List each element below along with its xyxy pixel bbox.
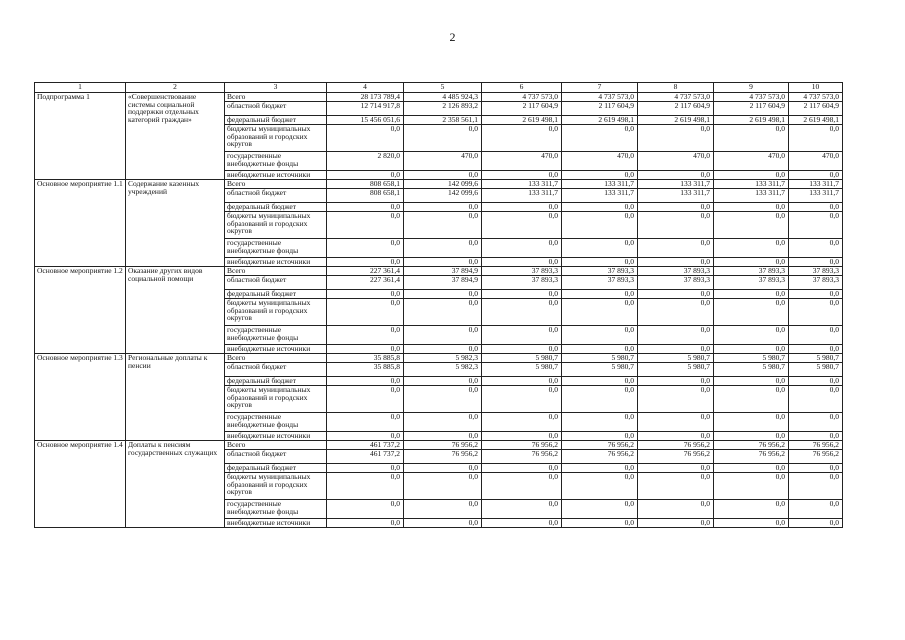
value-cell: 0,0 — [714, 413, 789, 432]
program-name-cell: Доплаты к пенсиям государственных служащих — [126, 441, 225, 528]
value-cell: 0,0 — [482, 464, 562, 473]
value-cell: 0,0 — [789, 413, 843, 432]
value-cell: 5 980,7 — [638, 354, 714, 363]
value-cell: 0,0 — [327, 125, 404, 152]
value-cell: 133 311,7 — [789, 180, 843, 189]
funding-source-cell: областной бюджет — [225, 276, 327, 290]
table-body — [35, 93, 843, 528]
table-row — [35, 354, 843, 363]
funding-source-cell: бюджеты муниципальных образований и городских округов — [225, 473, 327, 500]
value-cell: 0,0 — [714, 500, 789, 519]
value-cell: 5 980,7 — [482, 354, 562, 363]
value-cell: 0,0 — [482, 326, 562, 345]
value-cell: 4 737 573,0 — [638, 93, 714, 102]
value-cell: 133 311,7 — [482, 189, 562, 203]
value-cell: 2 619 498,1 — [638, 116, 714, 125]
funding-source-cell: федеральный бюджет — [225, 464, 327, 473]
value-cell: 0,0 — [714, 203, 789, 212]
value-cell: 0,0 — [562, 432, 638, 441]
value-cell: 37 893,3 — [714, 267, 789, 276]
value-cell: 5 980,7 — [789, 354, 843, 363]
column-header: 6 — [482, 83, 562, 93]
value-cell: 35 885,8 — [327, 363, 404, 377]
value-cell: 0,0 — [789, 377, 843, 386]
budget-table — [34, 82, 843, 528]
funding-source-cell: бюджеты муниципальных образований и городских округов — [225, 125, 327, 152]
value-cell: 133 311,7 — [638, 189, 714, 203]
value-cell: 470,0 — [404, 152, 482, 171]
value-cell: 0,0 — [404, 290, 482, 299]
value-cell: 5 980,7 — [562, 363, 638, 377]
value-cell: 0,0 — [327, 345, 404, 354]
value-cell: 0,0 — [714, 258, 789, 267]
value-cell: 76 956,2 — [638, 450, 714, 464]
value-cell: 2 820,0 — [327, 152, 404, 171]
value-cell: 2 117 604,9 — [482, 102, 562, 116]
value-cell: 0,0 — [562, 203, 638, 212]
value-cell: 4 737 573,0 — [562, 93, 638, 102]
funding-source-cell: Всего — [225, 354, 327, 363]
value-cell: 0,0 — [638, 377, 714, 386]
value-cell: 0,0 — [404, 500, 482, 519]
value-cell: 76 956,2 — [482, 441, 562, 450]
value-cell: 76 956,2 — [562, 441, 638, 450]
funding-source-cell: государственные внебюджетные фонды — [225, 326, 327, 345]
value-cell: 0,0 — [327, 386, 404, 413]
value-cell: 12 714 917,8 — [327, 102, 404, 116]
value-cell: 0,0 — [562, 326, 638, 345]
value-cell: 0,0 — [327, 290, 404, 299]
program-level-cell: Основное мероприятие 1.1 — [35, 180, 126, 267]
value-cell: 37 893,3 — [789, 267, 843, 276]
value-cell: 37 893,3 — [714, 276, 789, 290]
value-cell: 0,0 — [482, 125, 562, 152]
value-cell: 0,0 — [789, 432, 843, 441]
funding-source-cell: федеральный бюджет — [225, 290, 327, 299]
funding-source-cell: государственные внебюджетные фонды — [225, 239, 327, 258]
value-cell: 461 737,2 — [327, 441, 404, 450]
value-cell: 0,0 — [638, 473, 714, 500]
value-cell: 0,0 — [714, 326, 789, 345]
funding-source-cell: Всего — [225, 93, 327, 102]
value-cell: 0,0 — [638, 386, 714, 413]
value-cell: 0,0 — [404, 519, 482, 528]
value-cell: 0,0 — [638, 171, 714, 180]
value-cell: 0,0 — [327, 473, 404, 500]
value-cell: 0,0 — [638, 519, 714, 528]
value-cell: 37 893,3 — [562, 267, 638, 276]
table-row — [35, 180, 843, 189]
value-cell: 0,0 — [562, 125, 638, 152]
value-cell: 0,0 — [327, 239, 404, 258]
value-cell: 0,0 — [789, 345, 843, 354]
column-header: 3 — [225, 83, 327, 93]
value-cell: 0,0 — [404, 432, 482, 441]
value-cell: 35 885,8 — [327, 354, 404, 363]
funding-source-cell: бюджеты муниципальных образований и городских округов — [225, 299, 327, 326]
funding-source-cell: государственные внебюджетные фонды — [225, 152, 327, 171]
value-cell: 0,0 — [562, 239, 638, 258]
value-cell: 0,0 — [714, 299, 789, 326]
value-cell: 0,0 — [482, 473, 562, 500]
value-cell: 0,0 — [638, 345, 714, 354]
value-cell: 0,0 — [638, 500, 714, 519]
value-cell: 470,0 — [638, 152, 714, 171]
value-cell: 0,0 — [714, 377, 789, 386]
value-cell: 470,0 — [714, 152, 789, 171]
value-cell: 0,0 — [789, 473, 843, 500]
value-cell: 76 956,2 — [789, 450, 843, 464]
value-cell: 0,0 — [789, 171, 843, 180]
value-cell: 0,0 — [638, 464, 714, 473]
value-cell: 0,0 — [789, 519, 843, 528]
value-cell: 0,0 — [714, 345, 789, 354]
value-cell: 0,0 — [482, 239, 562, 258]
funding-source-cell: областной бюджет — [225, 450, 327, 464]
value-cell: 0,0 — [482, 432, 562, 441]
page-number: 2 — [449, 30, 456, 44]
funding-source-cell: Всего — [225, 441, 327, 450]
value-cell: 0,0 — [562, 258, 638, 267]
value-cell: 5 980,7 — [638, 363, 714, 377]
funding-source-cell: областной бюджет — [225, 102, 327, 116]
funding-source-cell: внебюджетные источники — [225, 432, 327, 441]
value-cell: 133 311,7 — [482, 180, 562, 189]
value-cell: 0,0 — [327, 299, 404, 326]
value-cell: 0,0 — [482, 377, 562, 386]
value-cell: 142 099,6 — [404, 189, 482, 203]
value-cell: 0,0 — [482, 519, 562, 528]
value-cell: 227 361,4 — [327, 267, 404, 276]
value-cell: 0,0 — [789, 326, 843, 345]
value-cell: 0,0 — [562, 212, 638, 239]
value-cell: 0,0 — [327, 203, 404, 212]
value-cell: 0,0 — [327, 500, 404, 519]
value-cell: 0,0 — [327, 326, 404, 345]
value-cell: 0,0 — [714, 386, 789, 413]
value-cell: 0,0 — [562, 464, 638, 473]
funding-source-cell: внебюджетные источники — [225, 171, 327, 180]
value-cell: 5 982,3 — [404, 354, 482, 363]
value-cell: 2 619 498,1 — [789, 116, 843, 125]
value-cell: 0,0 — [638, 239, 714, 258]
value-cell: 0,0 — [714, 519, 789, 528]
column-header: 5 — [404, 83, 482, 93]
value-cell: 0,0 — [404, 239, 482, 258]
program-name-cell: Оказание других видов социальной помощи — [126, 267, 225, 354]
value-cell: 2 117 604,9 — [562, 102, 638, 116]
value-cell: 76 956,2 — [404, 450, 482, 464]
value-cell: 0,0 — [482, 212, 562, 239]
value-cell: 76 956,2 — [714, 441, 789, 450]
funding-source-cell: областной бюджет — [225, 189, 327, 203]
value-cell: 0,0 — [404, 377, 482, 386]
value-cell: 37 893,3 — [638, 276, 714, 290]
value-cell: 0,0 — [789, 239, 843, 258]
value-cell: 0,0 — [404, 212, 482, 239]
value-cell: 133 311,7 — [562, 180, 638, 189]
funding-source-cell: государственные внебюджетные фонды — [225, 500, 327, 519]
value-cell: 0,0 — [714, 432, 789, 441]
value-cell: 37 894,9 — [404, 267, 482, 276]
value-cell: 0,0 — [638, 432, 714, 441]
value-cell: 76 956,2 — [638, 441, 714, 450]
value-cell: 0,0 — [638, 326, 714, 345]
column-header: 2 — [126, 83, 225, 93]
value-cell: 76 956,2 — [482, 450, 562, 464]
funding-source-cell: внебюджетные источники — [225, 519, 327, 528]
value-cell: 0,0 — [789, 125, 843, 152]
funding-source-cell: областной бюджет — [225, 363, 327, 377]
value-cell: 133 311,7 — [789, 189, 843, 203]
program-level-cell: Основное мероприятие 1.4 — [35, 441, 126, 528]
value-cell: 0,0 — [404, 464, 482, 473]
value-cell: 5 980,7 — [789, 363, 843, 377]
column-header: 4 — [327, 83, 404, 93]
column-header: 8 — [638, 83, 714, 93]
program-level-cell: Основное мероприятие 1.3 — [35, 354, 126, 441]
program-level-cell: Основное мероприятие 1.2 — [35, 267, 126, 354]
value-cell: 0,0 — [404, 413, 482, 432]
value-cell: 0,0 — [404, 258, 482, 267]
value-cell: 0,0 — [562, 345, 638, 354]
value-cell: 2 619 498,1 — [482, 116, 562, 125]
value-cell: 0,0 — [714, 125, 789, 152]
table-row — [35, 267, 843, 276]
value-cell: 0,0 — [714, 473, 789, 500]
value-cell: 0,0 — [404, 326, 482, 345]
value-cell: 5 980,7 — [714, 354, 789, 363]
value-cell: 2 619 498,1 — [714, 116, 789, 125]
table-row — [35, 441, 843, 450]
value-cell: 0,0 — [562, 519, 638, 528]
value-cell: 0,0 — [404, 171, 482, 180]
value-cell: 0,0 — [327, 519, 404, 528]
value-cell: 2 619 498,1 — [562, 116, 638, 125]
value-cell: 0,0 — [404, 125, 482, 152]
value-cell: 2 117 604,9 — [714, 102, 789, 116]
value-cell: 808 658,1 — [327, 189, 404, 203]
value-cell: 0,0 — [482, 500, 562, 519]
value-cell: 0,0 — [789, 290, 843, 299]
funding-source-cell: внебюджетные источники — [225, 345, 327, 354]
value-cell: 133 311,7 — [714, 180, 789, 189]
value-cell: 0,0 — [482, 171, 562, 180]
value-cell: 37 893,3 — [482, 276, 562, 290]
value-cell: 0,0 — [482, 258, 562, 267]
value-cell: 0,0 — [714, 464, 789, 473]
value-cell: 0,0 — [789, 258, 843, 267]
value-cell: 0,0 — [789, 212, 843, 239]
value-cell: 76 956,2 — [789, 441, 843, 450]
funding-source-cell: федеральный бюджет — [225, 377, 327, 386]
header-row — [35, 83, 843, 93]
value-cell: 28 173 789,4 — [327, 93, 404, 102]
value-cell: 133 311,7 — [562, 189, 638, 203]
value-cell: 0,0 — [638, 212, 714, 239]
value-cell: 2 126 893,2 — [404, 102, 482, 116]
program-name-cell: «Совершенствование системы социальной поддержки отдельных категорий граждан» — [126, 93, 225, 180]
value-cell: 0,0 — [638, 125, 714, 152]
value-cell: 0,0 — [714, 171, 789, 180]
value-cell: 2 117 604,9 — [789, 102, 843, 116]
value-cell: 5 980,7 — [562, 354, 638, 363]
value-cell: 2 358 561,1 — [404, 116, 482, 125]
value-cell: 227 361,4 — [327, 276, 404, 290]
value-cell: 0,0 — [562, 386, 638, 413]
value-cell: 5 980,7 — [482, 363, 562, 377]
value-cell: 133 311,7 — [714, 189, 789, 203]
value-cell: 0,0 — [482, 386, 562, 413]
value-cell: 0,0 — [482, 413, 562, 432]
program-name-cell: Содержание казенных учреждений — [126, 180, 225, 267]
value-cell: 4 737 573,0 — [714, 93, 789, 102]
value-cell: 0,0 — [714, 212, 789, 239]
value-cell: 0,0 — [789, 386, 843, 413]
value-cell: 0,0 — [404, 386, 482, 413]
value-cell: 0,0 — [562, 413, 638, 432]
value-cell: 0,0 — [789, 464, 843, 473]
value-cell: 0,0 — [404, 203, 482, 212]
value-cell: 0,0 — [562, 299, 638, 326]
value-cell: 0,0 — [404, 473, 482, 500]
program-level-cell: Подпрограмма 1 — [35, 93, 126, 180]
value-cell: 37 893,3 — [562, 276, 638, 290]
value-cell: 0,0 — [562, 377, 638, 386]
value-cell: 76 956,2 — [562, 450, 638, 464]
value-cell: 0,0 — [638, 258, 714, 267]
value-cell: 470,0 — [789, 152, 843, 171]
column-header: 1 — [35, 83, 126, 93]
funding-source-cell: государственные внебюджетные фонды — [225, 413, 327, 432]
value-cell: 0,0 — [789, 500, 843, 519]
value-cell: 37 894,9 — [404, 276, 482, 290]
value-cell: 0,0 — [404, 299, 482, 326]
value-cell: 4 737 573,0 — [482, 93, 562, 102]
value-cell: 5 980,7 — [714, 363, 789, 377]
value-cell: 0,0 — [482, 345, 562, 354]
value-cell: 0,0 — [404, 345, 482, 354]
value-cell: 15 456 051,6 — [327, 116, 404, 125]
column-header: 7 — [562, 83, 638, 93]
value-cell: 0,0 — [482, 299, 562, 326]
value-cell: 470,0 — [482, 152, 562, 171]
value-cell: 4 485 924,3 — [404, 93, 482, 102]
value-cell: 0,0 — [562, 500, 638, 519]
value-cell: 0,0 — [327, 377, 404, 386]
column-header: 10 — [789, 83, 843, 93]
value-cell: 0,0 — [562, 290, 638, 299]
value-cell: 0,0 — [714, 239, 789, 258]
value-cell: 0,0 — [789, 299, 843, 326]
value-cell: 37 893,3 — [789, 276, 843, 290]
value-cell: 0,0 — [638, 290, 714, 299]
value-cell: 4 737 573,0 — [789, 93, 843, 102]
value-cell: 0,0 — [562, 171, 638, 180]
value-cell: 0,0 — [327, 432, 404, 441]
value-cell: 5 982,3 — [404, 363, 482, 377]
value-cell: 0,0 — [327, 464, 404, 473]
value-cell: 0,0 — [789, 203, 843, 212]
value-cell: 0,0 — [562, 473, 638, 500]
funding-source-cell: Всего — [225, 267, 327, 276]
value-cell: 0,0 — [638, 299, 714, 326]
value-cell: 0,0 — [482, 290, 562, 299]
funding-source-cell: федеральный бюджет — [225, 116, 327, 125]
funding-source-cell: внебюджетные источники — [225, 258, 327, 267]
value-cell: 76 956,2 — [714, 450, 789, 464]
table-row — [35, 93, 843, 102]
value-cell: 37 893,3 — [482, 267, 562, 276]
value-cell: 37 893,3 — [638, 267, 714, 276]
value-cell: 2 117 604,9 — [638, 102, 714, 116]
value-cell: 0,0 — [638, 203, 714, 212]
value-cell: 808 658,1 — [327, 180, 404, 189]
value-cell: 470,0 — [562, 152, 638, 171]
funding-source-cell: Всего — [225, 180, 327, 189]
column-header: 9 — [714, 83, 789, 93]
funding-source-cell: бюджеты муниципальных образований и городских округов — [225, 212, 327, 239]
value-cell: 461 737,2 — [327, 450, 404, 464]
value-cell: 0,0 — [638, 413, 714, 432]
value-cell: 0,0 — [327, 212, 404, 239]
value-cell: 76 956,2 — [404, 441, 482, 450]
program-name-cell: Региональные доплаты к пенсии — [126, 354, 225, 441]
value-cell: 0,0 — [327, 258, 404, 267]
funding-source-cell: федеральный бюджет — [225, 203, 327, 212]
value-cell: 0,0 — [482, 203, 562, 212]
value-cell: 133 311,7 — [638, 180, 714, 189]
value-cell: 142 099,6 — [404, 180, 482, 189]
funding-source-cell: бюджеты муниципальных образований и городских округов — [225, 386, 327, 413]
value-cell: 0,0 — [327, 171, 404, 180]
value-cell: 0,0 — [327, 413, 404, 432]
value-cell: 0,0 — [714, 290, 789, 299]
